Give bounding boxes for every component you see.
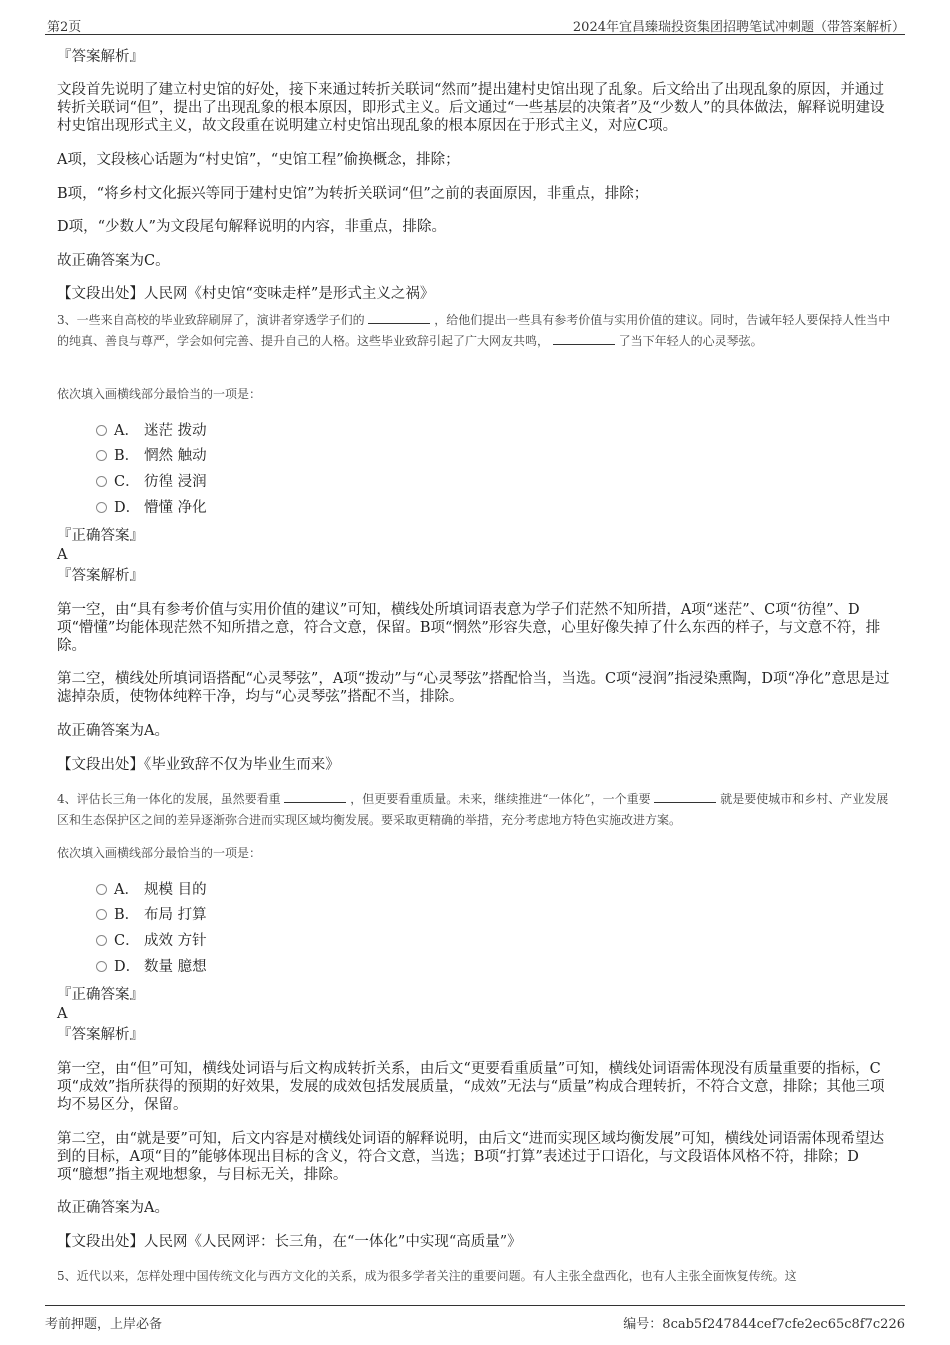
question-3-prompt: 依次填入画横线部分最恰当的一项是： — [57, 387, 262, 401]
option-a[interactable]: A． 迷茫 拨动 — [96, 422, 207, 440]
radio-icon[interactable] — [96, 961, 107, 972]
fill-blank-1 — [368, 311, 430, 324]
answer-conclusion: 故正确答案为A。 — [57, 1200, 169, 1216]
radio-icon[interactable] — [96, 476, 107, 487]
radio-icon[interactable] — [96, 502, 107, 513]
radio-icon[interactable] — [96, 884, 107, 895]
stem-part-3: 就是要使城市和乡村、产业发展区和生态保护区之间的差异逐渐弥合进而实现区域均衡发展。要采取更精确的举措，充分考虑地方特色实施改进方案。 — [57, 792, 889, 827]
analysis-label: 『答案解析』 — [57, 1027, 144, 1043]
radio-icon[interactable] — [96, 909, 107, 920]
analysis-option-a: A项，文段核心话题为“村史馆”，“史馆工程”偷换概念，排除； — [57, 152, 460, 168]
document-title: 2024年宜昌臻瑞投资集团招聘笔试冲刺题（带答案解析） — [572, 20, 905, 35]
analysis-paragraph-2: 第二空，横线处所填词语搭配“心灵琴弦”，A项“拨动”与“心灵琴弦”搭配恰当，当选。C项“浸润”指浸染熏陶，D项“净化”意思是过滤掉杂质，使物体纯粹干净，均与“心灵琴弦”搭配不当，排除。 — [57, 671, 890, 705]
stem-part-1: 3、一些来自高校的毕业致辞刷屏了，演讲者穿透学子们的 — [57, 313, 365, 327]
question-5-stem: 5、近代以来，怎样处理中国传统文化与西方文化的关系，成为很多学者关注的重要问题。有人主张全盘西化，也有人主张全面恢复传统。这 — [57, 1269, 797, 1283]
footer-divider — [45, 1305, 905, 1307]
fill-blank-2 — [654, 790, 716, 803]
stem-part-2: ，但更要看重质量。未来，继续推进“一体化”，一个重要 — [350, 792, 651, 806]
question-4-stem — [57, 789, 893, 831]
page-number: 第2页 — [47, 20, 82, 35]
analysis-label: 『答案解析』 — [57, 49, 144, 65]
source-citation: 【文段出处】人民网《人民网评：长三角，在“一体化”中实现“高质量”》 — [57, 1234, 522, 1250]
option-b[interactable]: B． 惘然 触动 — [96, 447, 207, 465]
option-b[interactable]: B． 布局 打算 — [96, 906, 207, 924]
analysis-paragraph: 文段首先说明了建立村史馆的好处，接下来通过转折关联词“然而”提出建村史馆出现了乱象。后文给出了出现乱象的原因，并通过转折关联词“但”，提出了出现乱象的根本原因，即形式主义。后文通过“一些基层的决策者”及“少数人”的具体做法，解释说明建设村史馆出现形式主义，故文段重在说明建立村史馆出现乱象的根本原因在于形式主义，对应C项。 — [57, 82, 885, 134]
analysis-paragraph-2: 第二空，由“就是要”可知，后文内容是对横线处词语的解释说明，由后文“进而实现区域均衡发展”可知，横线处词语需体现希望达到的目标，A项“目的”能够体现出目标的含义，符合文意，当选；B项“打算”表述过于口语化，与文段语体风格不符，排除；D项“臆想”指主观地想象，与目标无关，排除。 — [57, 1131, 885, 1183]
correct-answer-label: 『正确答案』 — [57, 528, 144, 544]
answer-conclusion: 故正确答案为C。 — [57, 253, 170, 269]
radio-icon[interactable] — [96, 425, 107, 436]
page-header — [45, 14, 905, 35]
fill-blank-1 — [284, 790, 346, 803]
fill-blank-2 — [553, 332, 615, 345]
option-d[interactable]: D． 懵懂 净化 — [96, 499, 207, 517]
analysis-label: 『答案解析』 — [57, 568, 144, 584]
answer-conclusion: 故正确答案为A。 — [57, 723, 169, 739]
footer-slogan: 考前押题，上岸必备 — [45, 1317, 163, 1332]
source-citation: 【文段出处】人民网《村史馆“变味走样”是形式主义之祸》 — [57, 286, 435, 302]
correct-answer-label: 『正确答案』 — [57, 987, 144, 1003]
stem-part-1: 4、评估长三角一体化的发展，虽然要看重 — [57, 792, 281, 806]
correct-answer: A — [57, 547, 68, 563]
source-citation: 【文段出处】《毕业致辞不仅为毕业生而来》 — [57, 757, 340, 773]
stem-part-2: ，给他们提出一些具有参考价值与实用价值的建议。同时，告诫年轻人要保持人性当中的纯真、善良与尊严，学会如何完善、提升自己的人格。这些毕业致辞引起了广大网友共鸣， — [57, 313, 891, 348]
analysis-option-d: D项，“少数人”为文段尾句解释说明的内容，非重点，排除。 — [57, 219, 446, 235]
radio-icon[interactable] — [96, 935, 107, 946]
radio-icon[interactable] — [96, 450, 107, 461]
stem-part-3: 了当下年轻人的心灵琴弦。 — [618, 334, 763, 348]
analysis-option-b: B项，“将乡村文化振兴等同于建村史馆”为转折关联词“但”之前的表面原因，非重点，排除； — [57, 186, 649, 202]
question-3-stem — [57, 310, 893, 352]
correct-answer: A — [57, 1006, 68, 1022]
option-d[interactable]: D． 数量 臆想 — [96, 958, 207, 976]
option-a[interactable]: A． 规模 目的 — [96, 881, 207, 899]
analysis-paragraph-1: 第一空，由“具有参考价值与实用价值的建议”可知，横线处所填词语表意为学子们茫然不知所措，A项“迷茫”、C项“彷徨”、D项“懵懂”均能体现茫然不知所措之意，符合文意，保留。B项“惘然”形容失意，心里好像失掉了什么东西的样子，与文意不符，排除。 — [57, 602, 881, 654]
analysis-paragraph-1: 第一空，由“但”可知，横线处词语与后文构成转折关系，由后文“更要看重质量”可知，横线处词语需体现没有质量重要的指标，C项“成效”指所获得的预期的好效果，发展的成效包括发展质量，“成效”无法与“质量”构成合理转折，不符合文意，排除；其他三项均不易区分，保留。 — [57, 1061, 885, 1113]
footer-serial-number: 编号：8cab5f247844cef7cfe2ec65c8f7c226 — [623, 1317, 905, 1332]
question-4-prompt: 依次填入画横线部分最恰当的一项是： — [57, 846, 262, 860]
option-c[interactable]: C． 彷徨 浸润 — [96, 473, 207, 491]
option-c[interactable]: C． 成效 方针 — [96, 932, 207, 950]
